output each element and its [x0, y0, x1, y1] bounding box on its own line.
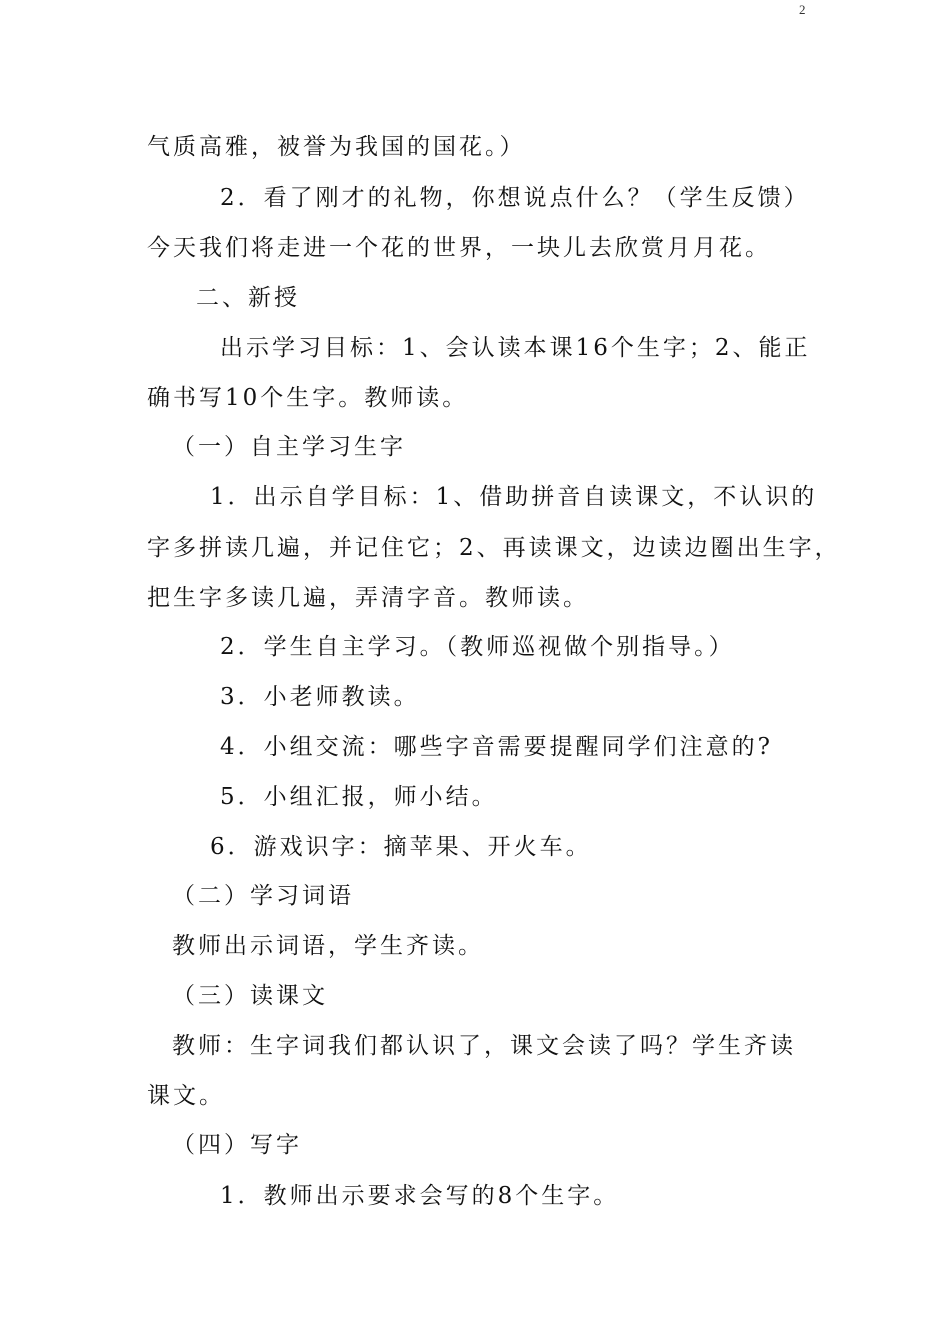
text-line-2: 2．看了刚才的礼物，你想说点什么？（学生反馈）	[220, 185, 810, 211]
text-line-3: 今天我们将走进一个花的世界，一块儿去欣赏月月花。	[147, 235, 771, 261]
text-line-14: 5．小组汇报，师小结。	[220, 784, 498, 810]
text-line-9: 字多拼读几遍，并记住它；2、再读课文，边读边圈出生字，	[147, 535, 841, 561]
subsection-heading-4: （四）写字	[172, 1132, 302, 1158]
subsection-heading-3: （三）读课文	[172, 983, 328, 1009]
text-line-15: 6．游戏识字：摘苹果、开火车。	[210, 834, 592, 860]
text-line-20: 课文。	[147, 1083, 225, 1109]
text-line-6: 确书写10个生字。教师读。	[147, 385, 469, 411]
section-heading-new-lesson: 二、新授	[196, 285, 300, 311]
text-line-22: 1．教师出示要求会写的8个生字。	[220, 1183, 620, 1209]
text-line-5: 出示学习目标：1、会认读本课16个生字；2、能正	[220, 335, 811, 361]
text-line-8: 1．出示自学目标：1、借助拼音自读课文，不认识的	[210, 484, 818, 510]
text-line-1: 气质高雅，被誉为我国的国花。）	[147, 134, 526, 160]
text-line-12: 3．小老师教读。	[220, 684, 420, 710]
text-line-19: 教师：生字词我们都认识了，课文会读了吗？学生齐读	[172, 1033, 796, 1059]
subsection-heading-1: （一）自主学习生字	[172, 434, 406, 460]
text-line-10: 把生字多读几遍，弄清字音。教师读。	[147, 585, 589, 611]
text-line-17: 教师出示词语，学生齐读。	[172, 933, 484, 959]
page-number: 2	[799, 2, 806, 17]
text-line-13: 4．小组交流：哪些字音需要提醒同学们注意的?	[220, 734, 773, 760]
text-line-11: 2．学生自主学习。（教师巡视做个别指导。）	[220, 634, 735, 660]
subsection-heading-2: （二）学习词语	[172, 883, 354, 909]
